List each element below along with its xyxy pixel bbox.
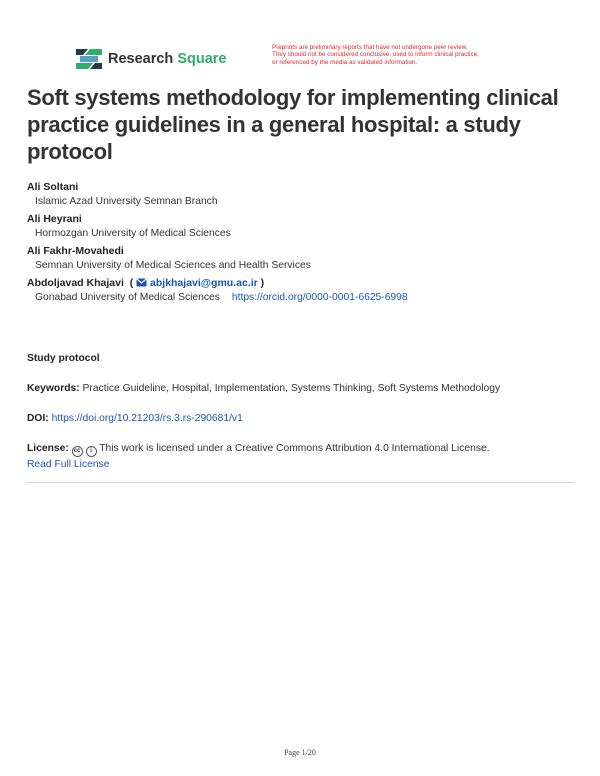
author-list <box>27 181 582 309</box>
keywords-section <box>27 381 587 396</box>
license-section <box>27 441 587 472</box>
license-text: This work is licensed under a Creative Commons Attribution 4.0 International License. <box>99 443 490 454</box>
corresponding-author: Abdoljavad Khajavi ( abjkhajavi@gmu.ac.ir ) <box>27 277 265 289</box>
author-affiliation: Semnan University of Medical Sciences and Health Services <box>35 260 311 271</box>
author-item <box>27 213 582 241</box>
logo-word-research: Research <box>108 51 174 67</box>
author-name: Ali Fakhr-Movahedi <box>27 245 124 257</box>
research-square-logo[interactable] <box>76 47 227 71</box>
disclaimer-line: Preprints are preliminary reports that have not undergone peer review. <box>272 44 468 51</box>
author-name: Abdoljavad Khajavi <box>27 277 124 289</box>
author-affiliation-row <box>27 290 582 305</box>
article-type: Study protocol <box>27 353 100 364</box>
cc-icon: cc <box>72 446 83 457</box>
section-divider <box>27 482 574 483</box>
author-email-link[interactable]: abjkhajavi@gmu.ac.ir <box>150 277 258 289</box>
logo-word-square: Square <box>177 51 227 67</box>
author-affiliation: Hormozgan University of Medical Sciences <box>35 228 231 239</box>
paper-title: Soft systems methodology for implementing clinical practice guidelines in a general hospital: a study protocol <box>27 85 559 164</box>
author-item <box>27 181 582 209</box>
author-name: Ali Soltani <box>27 181 79 193</box>
preprint-disclaimer <box>272 44 562 66</box>
author-item <box>27 245 582 273</box>
orcid-link[interactable]: https://orcid.org/0000-0001-6625-6998 <box>231 292 408 303</box>
page-number: Page 1/20 <box>284 748 316 757</box>
attribution-icon: i <box>86 446 97 457</box>
logo-text <box>108 51 227 67</box>
author-item <box>27 277 582 305</box>
research-square-logo-icon <box>76 47 102 71</box>
doi-link[interactable]: https://doi.org/10.21203/rs.3.rs-290681/v1 <box>51 413 243 424</box>
mail-icon <box>136 278 147 287</box>
keywords-value: Practice Guideline, Hospital, Implementation, Systems Thinking, Soft Systems Methodology <box>82 383 501 394</box>
disclaimer-line: or referenced by the media as validated information. <box>272 58 418 66</box>
article-type-section <box>27 351 587 366</box>
author-affiliation: Gonabad University of Medical Sciences <box>35 292 220 303</box>
read-full-license-link[interactable]: Read Full License <box>27 459 110 470</box>
author-name: Ali Heyrani <box>27 213 82 225</box>
header <box>76 44 576 74</box>
doi-label: DOI: <box>27 413 49 424</box>
license-label: License: <box>27 443 69 454</box>
keywords-label: Keywords: <box>27 383 80 394</box>
doi-section <box>27 411 587 426</box>
disclaimer-line: They should not be considered conclusive, used to inform clinical practice, <box>272 51 479 59</box>
author-affiliation: Islamic Azad University Semnan Branch <box>35 196 218 207</box>
